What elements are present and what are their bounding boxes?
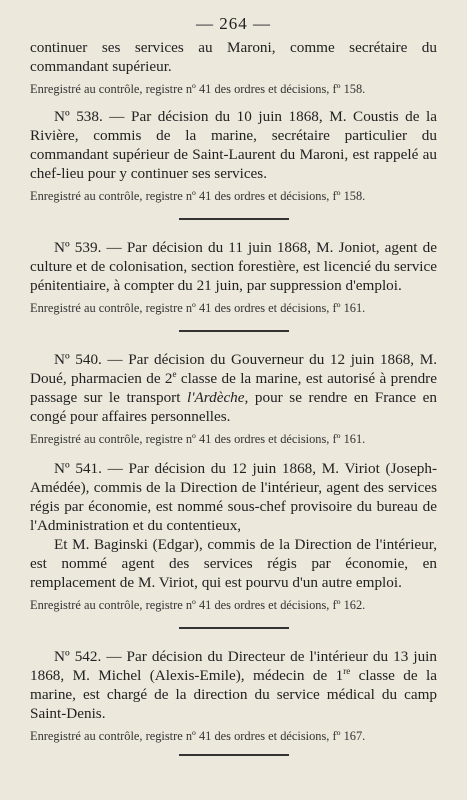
ordinal-superscript: e	[172, 368, 177, 379]
decision-540-text: pour se rendre en France en congé pour affaires personnelles.	[30, 389, 437, 425]
separator-rule	[179, 754, 289, 756]
decision-539: Nº 539. — Par décision du 11 juin 1868, M. Joniot, agent de culture et de colonisation, section forestière, est licencié du service pénitentiaire, à compter du 21 juin, par suppression d'emploi.	[30, 239, 437, 294]
registration-note: Enregistré au contrôle, registre nº 41 des ordres et décisions, fº 158.	[30, 82, 366, 96]
decision-541: Nº 541. — Par décision du 12 juin 1868, M. Viriot (Joseph-Amédée), commis de la Direction de l'intérieur, agent des services régis par économie, est nommé sous-chef provisoire du bureau de l'Administration et du contentieux,	[30, 460, 437, 534]
separator-rule	[179, 330, 289, 332]
separator-rule	[179, 218, 289, 220]
decision-542-text: classe de la marine, est chargé de la direction du service médical du camp Saint-Denis.	[30, 667, 438, 722]
registration-note: Enregistré au contrôle, registre nº 41 des ordres et décisions, fº 161.	[30, 432, 366, 446]
continuation-text: continuer ses services au Maroni, comme secrétaire du commandant supérieur.	[30, 39, 437, 75]
registration-note: Enregistré au contrôle, registre nº 41 des ordres et décisions, fº 158.	[30, 189, 366, 203]
separator-rule	[179, 627, 289, 629]
decision-540-text: classe de la marine, est autorisé à prendre passage sur le transport	[30, 370, 437, 406]
page-number: — 264 —	[196, 14, 271, 33]
registration-note: Enregistré au contrôle, registre nº 41 des ordres et décisions, fº 167.	[30, 729, 366, 743]
decision-540	[30, 350, 437, 426]
decision-542-text: Nº 542. — Par décision du Directeur de l'intérieur du 13 juin 1868, M. Michel (Alexis-Emile), médecin de 1	[30, 648, 437, 684]
decision-538: Nº 538. — Par décision du 10 juin 1868, M. Coustis de la Rivière, commis de la marine, secrétaire particulier du commandant supérieur de Saint-Laurent du Maroni, est rappelé au chef-lieu pour y continuer ses services.	[30, 108, 437, 182]
ship-name: l'Ardèche,	[187, 389, 249, 406]
decision-542	[30, 647, 437, 723]
decision-541-continued: Et M. Baginski (Edgar), commis de la Direction de l'intérieur, est nommé agent des services régis par économie, en remplacement de M. Viriot, qui est pourvu d'un autre emploi.	[30, 536, 437, 591]
decision-540-text: Nº 540. — Par décision du Gouverneur du 12 juin 1868, M. Doué, pharmacien de 2	[30, 351, 437, 387]
ordinal-superscript: re	[343, 665, 351, 676]
registration-note: Enregistré au contrôle, registre nº 41 des ordres et décisions, fº 161.	[30, 301, 366, 315]
registration-note: Enregistré au contrôle, registre nº 41 des ordres et décisions, fº 162.	[30, 598, 366, 612]
